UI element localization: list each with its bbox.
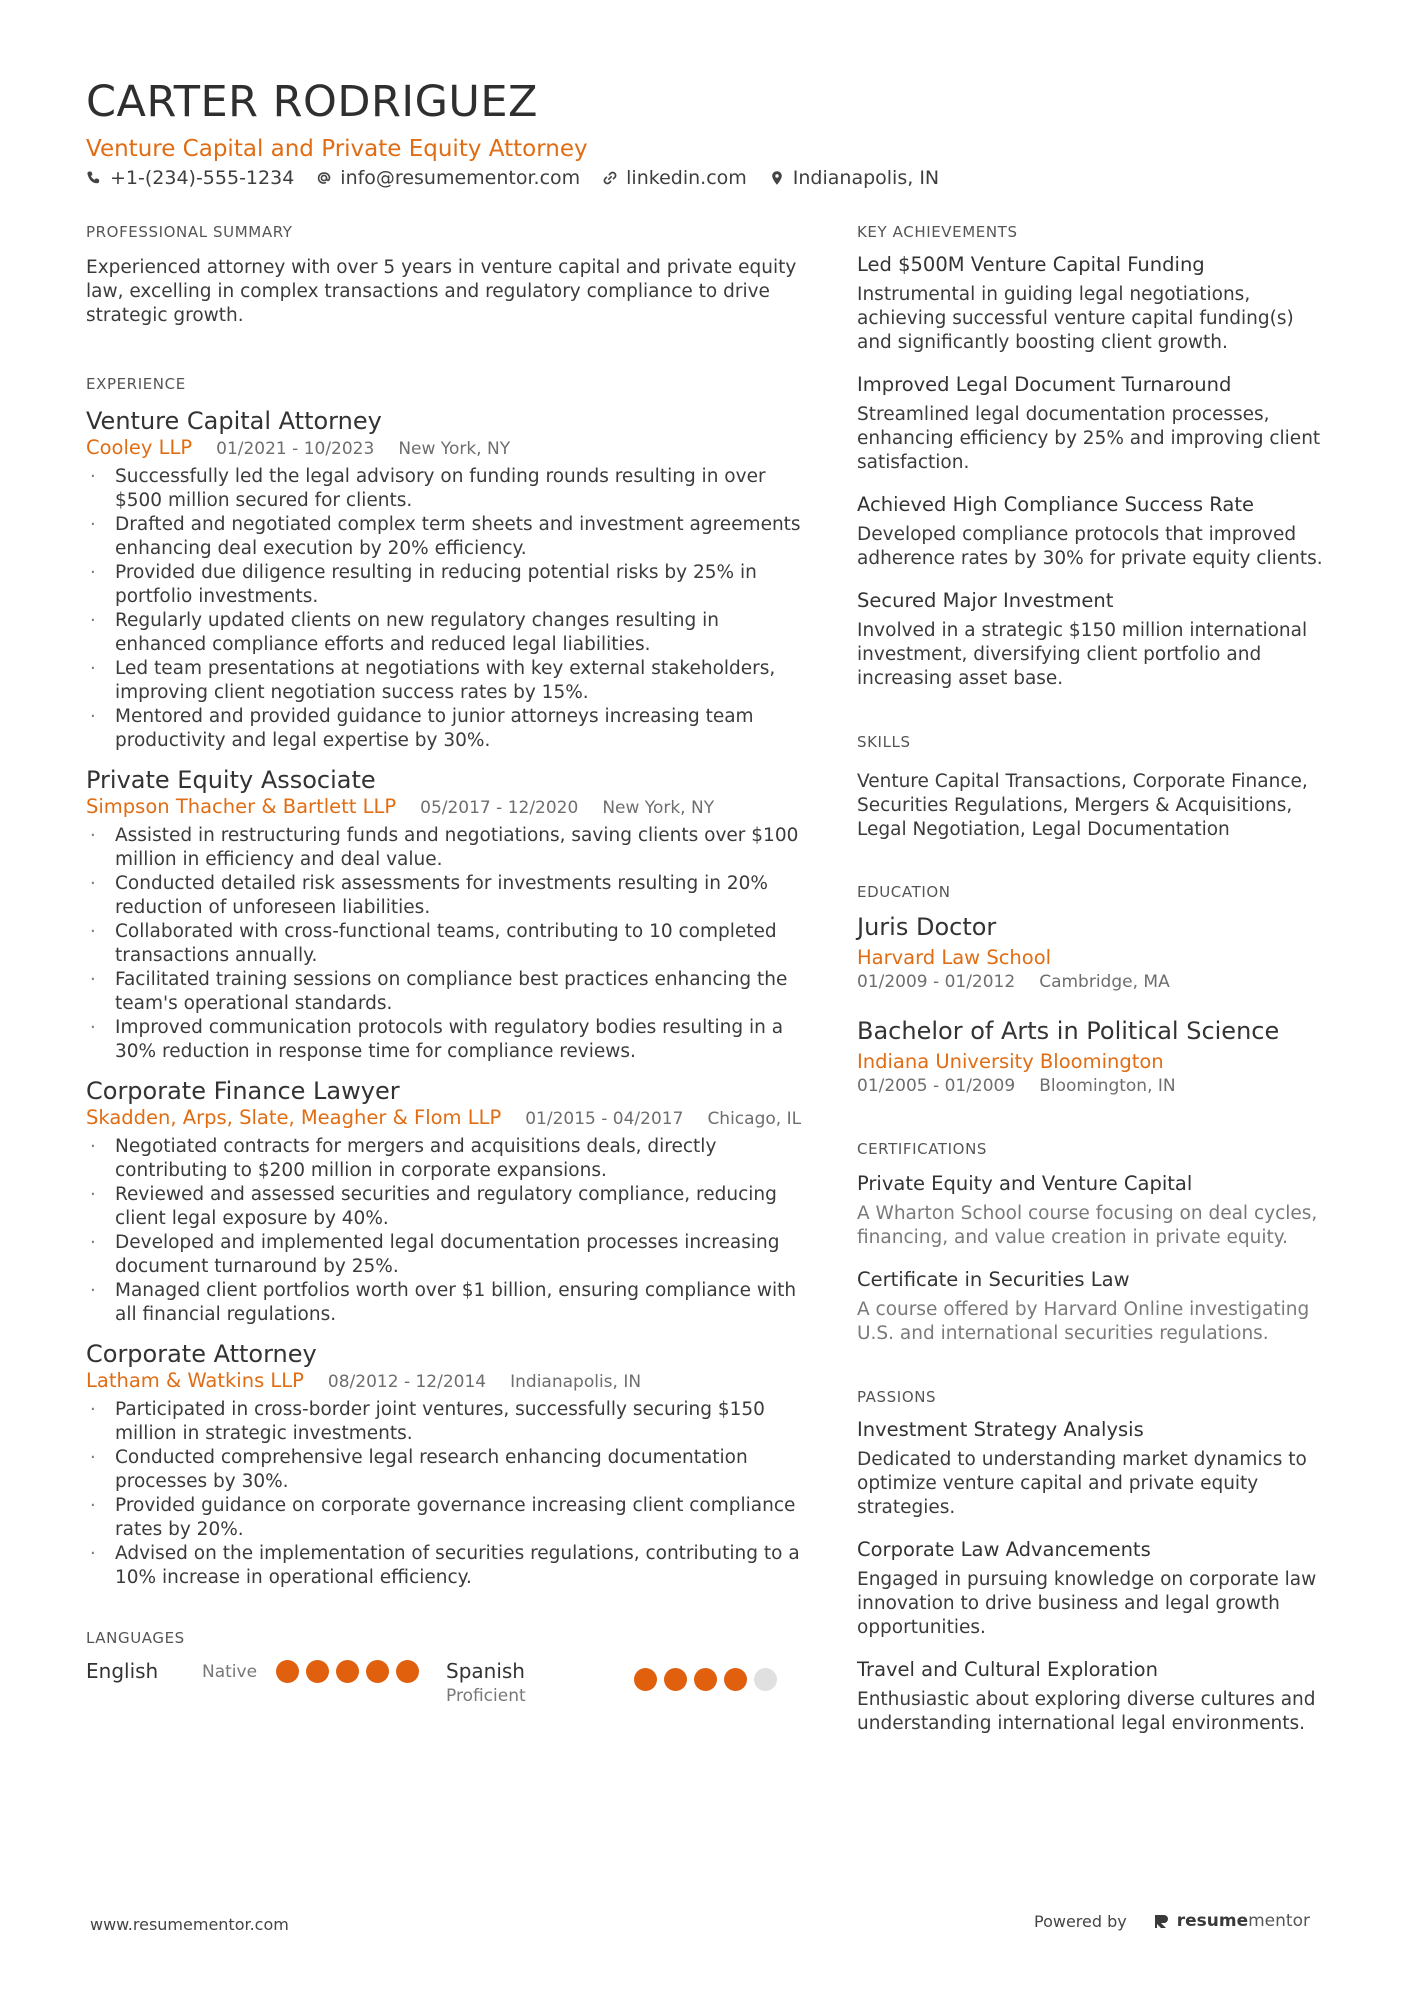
achievement-title: Improved Legal Document Turnaround (857, 373, 1232, 396)
certification-text: A course offered by Harvard Online investigating U.S. and international securities regulations. (857, 1299, 1310, 1344)
contact-location (769, 167, 939, 189)
language-name: Spanish (446, 1659, 525, 1683)
section-title: CERTIFICATIONS (857, 1140, 988, 1158)
certifications-section (857, 1139, 1327, 1346)
bullet-item: · Provided due diligence resulting in reducing potential risks by 25% in portfolio investments. (86, 561, 806, 609)
company-name: Simpson Thacher & Bartlett LLP (86, 795, 397, 818)
passions-section (857, 1387, 1327, 1736)
contact-phone[interactable] (86, 167, 294, 189)
bullet-item: · Conducted detailed risk assessments for investments resulting in 20% reduction of unforeseen liabilities. (86, 872, 806, 920)
language-text (446, 1658, 634, 1708)
passion-text: Enthusiastic about exploring diverse cultures and understanding international legal environments. (857, 1689, 1316, 1734)
language-level: Proficient (446, 1686, 526, 1706)
rating-dot-filled (306, 1660, 329, 1683)
footer-website[interactable]: www.resumementor.com (90, 1915, 289, 1934)
achievement-item (857, 252, 1327, 355)
bullet-item: · Reviewed and assessed securities and regulatory compliance, reducing client legal exposure by 40%. (86, 1183, 806, 1231)
bullet-item: · Drafted and negotiated complex term sheets and investment agreements enhancing deal execution by 20% efficiency. (86, 513, 806, 561)
section-title: SKILLS (857, 733, 911, 751)
job-dates: 01/2015 - 04/2017 (525, 1109, 684, 1129)
passion-text: Dedicated to understanding market dynamics to optimize venture capital and private equity strategies. (857, 1449, 1307, 1518)
rating-dot-filled (366, 1660, 389, 1683)
section-title: PROFESSIONAL SUMMARY (86, 223, 293, 241)
contact-email[interactable] (316, 167, 580, 189)
job-entry (86, 765, 806, 1064)
bullet-item: · Participated in cross-border joint ventures, successfully securing $150 million in strategic investments. (86, 1398, 806, 1446)
bullet-item: · Successfully led the legal advisory on funding rounds resulting in over $500 million secured for clients. (86, 465, 806, 513)
passion-title: Travel and Cultural Exploration (857, 1658, 1158, 1681)
language-list (86, 1658, 806, 1708)
education-meta (857, 970, 1327, 994)
experience-section (86, 374, 806, 1590)
rating-dot-empty (754, 1668, 777, 1691)
education-degree: Juris Doctor (857, 913, 997, 941)
education-item (857, 912, 1327, 994)
passion-title: Investment Strategy Analysis (857, 1418, 1144, 1441)
passion-title: Corporate Law Advancements (857, 1538, 1151, 1561)
achievement-title: Secured Major Investment (857, 589, 1114, 612)
bullet-item: · Conducted comprehensive legal research enhancing documentation processes by 30%. (86, 1446, 806, 1494)
bullet-item: · Led team presentations at negotiations with key external stakeholders, improving client negotiation success rates by 15%. (86, 657, 806, 705)
education-location: Cambridge, MA (1039, 972, 1170, 992)
at-sign-icon (316, 170, 332, 186)
bullet-item: · Provided guidance on corporate governance increasing client compliance rates by 20%. (86, 1494, 806, 1542)
job-meta (86, 1369, 806, 1394)
achievement-title: Achieved High Compliance Success Rate (857, 493, 1255, 516)
language-level: Native (202, 1662, 258, 1682)
job-dates: 05/2017 - 12/2020 (420, 798, 579, 818)
brand-logo (1153, 1911, 1310, 1931)
job-location: Indianapolis, IN (510, 1372, 642, 1392)
skills-text: Venture Capital Transactions, Corporate Finance, Securities Regulations, Mergers & Acquisitions, Legal Negotiation, Legal Documentation (857, 771, 1308, 840)
bullet-item: · Assisted in restructuring funds and negotiations, saving clients over $100 million in efficiency and deal value. (86, 824, 806, 872)
job-meta (86, 1106, 806, 1131)
certification-title: Private Equity and Venture Capital (857, 1172, 1193, 1195)
company-name: Skadden, Arps, Slate, Meagher & Flom LLP (86, 1106, 502, 1129)
bullet-item: · Advised on the implementation of securities regulations, contributing to a 10% increase in operational efficiency. (86, 1542, 806, 1590)
location-text: Indianapolis, IN (792, 167, 940, 189)
right-column (857, 222, 1327, 1753)
job-bullets (86, 465, 806, 753)
education-degree: Bachelor of Arts in Political Science (857, 1017, 1280, 1045)
achievement-item (857, 492, 1327, 571)
language-rating (276, 1660, 419, 1683)
section-title: PASSIONS (857, 1388, 937, 1406)
education-school: Indiana University Bloomington (857, 1050, 1164, 1073)
language-item (446, 1658, 806, 1708)
phone-icon (86, 170, 102, 186)
company-name: Latham & Watkins LLP (86, 1369, 304, 1392)
education-school: Harvard Law School (857, 946, 1052, 969)
passion-item (857, 1417, 1327, 1520)
education-section (857, 882, 1327, 1098)
job-dates: 01/2021 - 10/2023 (216, 439, 375, 459)
job-bullets (86, 1398, 806, 1590)
brand-bold: resume (1176, 1911, 1249, 1931)
job-title: Corporate Attorney (86, 1340, 317, 1368)
candidate-role: Venture Capital and Private Equity Attorney (86, 136, 588, 162)
job-bullets (86, 824, 806, 1064)
job-title: Private Equity Associate (86, 766, 376, 794)
rating-dot-filled (336, 1660, 359, 1683)
language-item (86, 1658, 446, 1708)
passion-text: Engaged in pursuing knowledge on corporate law innovation to drive business and legal growth opportunities. (857, 1569, 1317, 1638)
passion-item (857, 1537, 1327, 1640)
achievement-title: Led $500M Venture Capital Funding (857, 253, 1205, 276)
language-name: English (86, 1659, 159, 1683)
certification-title: Certificate in Securities Law (857, 1268, 1130, 1291)
achievement-item (857, 372, 1327, 475)
achievement-text: Instrumental in guiding legal negotiations, achieving successful venture capital funding(s) and significantly boosting client growth. (857, 284, 1294, 353)
languages-section (86, 1628, 806, 1708)
education-item (857, 1016, 1327, 1098)
job-title: Venture Capital Attorney (86, 407, 382, 435)
language-rating (634, 1668, 777, 1691)
section-title: KEY ACHIEVEMENTS (857, 223, 1018, 241)
rating-dot-filled (724, 1668, 747, 1691)
job-location: New York, NY (398, 439, 511, 459)
brand-light: mentor (1248, 1911, 1310, 1931)
passion-item (857, 1657, 1327, 1736)
achievement-text: Involved in a strategic $150 million international investment, diversifying client portfolio and increasing asset base. (857, 620, 1308, 689)
job-location: Chicago, IL (707, 1109, 802, 1129)
education-dates: 01/2009 - 01/2012 (857, 972, 1016, 992)
website-text: linkedin.com (626, 167, 747, 189)
contact-bar (86, 164, 939, 192)
job-dates: 08/2012 - 12/2014 (327, 1372, 487, 1392)
bullet-item: · Facilitated training sessions on compliance best practices enhancing the team's operational standards. (86, 968, 806, 1016)
achievement-item (857, 588, 1327, 691)
bullet-item: · Improved communication protocols with regulatory bodies resulting in a 30% reduction in response time for compliance reviews. (86, 1016, 806, 1064)
section-title: LANGUAGES (86, 1629, 185, 1647)
certification-item (857, 1171, 1327, 1250)
left-column (86, 222, 806, 1708)
achievement-text: Streamlined legal documentation processes, enhancing efficiency by 25% and improving client satisfaction. (857, 404, 1321, 473)
job-entry (86, 1076, 806, 1327)
brand-logo-icon (1153, 1912, 1171, 1930)
footer-branding[interactable] (1034, 1911, 1310, 1931)
education-meta (857, 1074, 1327, 1098)
section-title: EDUCATION (857, 883, 951, 901)
job-entry (86, 406, 806, 753)
education-dates: 01/2005 - 01/2009 (857, 1076, 1016, 1096)
location-pin-icon (769, 170, 785, 186)
achievement-text: Developed compliance protocols that improved adherence rates by 30% for private equity clients. (857, 524, 1323, 569)
candidate-name: CARTER RODRIGUEZ (86, 77, 538, 127)
powered-by-label: Powered by (1034, 1911, 1127, 1931)
bullet-item: · Mentored and provided guidance to junior attorneys increasing team productivity and legal expertise by 30%. (86, 705, 806, 753)
contact-link[interactable] (602, 167, 747, 189)
certification-text: A Wharton School course focusing on deal cycles, financing, and value creation in private equity. (857, 1203, 1318, 1248)
job-meta (86, 436, 806, 461)
bullet-item: · Negotiated contracts for mergers and acquisitions deals, directly contributing to $200 million in corporate expansions. (86, 1135, 806, 1183)
certification-item (857, 1267, 1327, 1346)
summary-section (86, 222, 806, 328)
bullet-item: · Managed client portfolios worth over $1 billion, ensuring compliance with all financial regulations. (86, 1279, 806, 1327)
rating-dot-filled (664, 1668, 687, 1691)
bullet-item: · Collaborated with cross-functional teams, contributing to 10 completed transactions annually. (86, 920, 806, 968)
bullet-item: · Developed and implemented legal documentation processes increasing document turnaround by 25%. (86, 1231, 806, 1279)
job-bullets (86, 1135, 806, 1327)
rating-dot-filled (396, 1660, 419, 1683)
job-title: Corporate Finance Lawyer (86, 1077, 400, 1105)
achievements-section (857, 222, 1327, 691)
link-icon (602, 170, 618, 186)
company-name: Cooley LLP (86, 436, 193, 459)
section-title: EXPERIENCE (86, 375, 186, 393)
email-text: info@resumementor.com (340, 167, 581, 189)
phone-text: +1-(234)-555-1234 (110, 167, 295, 189)
bullet-item: · Regularly updated clients on new regulatory changes resulting in enhanced compliance efforts and reduced legal liabilities. (86, 609, 806, 657)
rating-dot-filled (276, 1660, 299, 1683)
job-meta (86, 795, 806, 820)
skills-section (857, 732, 1327, 842)
rating-dot-filled (694, 1668, 717, 1691)
job-location: New York, NY (602, 798, 715, 818)
education-location: Bloomington, IN (1039, 1076, 1176, 1096)
summary-text: Experienced attorney with over 5 years in venture capital and private equity law, excelling in complex transactions and regulatory compliance to drive strategic growth. (86, 257, 797, 326)
rating-dot-filled (634, 1668, 657, 1691)
job-entry (86, 1339, 806, 1590)
